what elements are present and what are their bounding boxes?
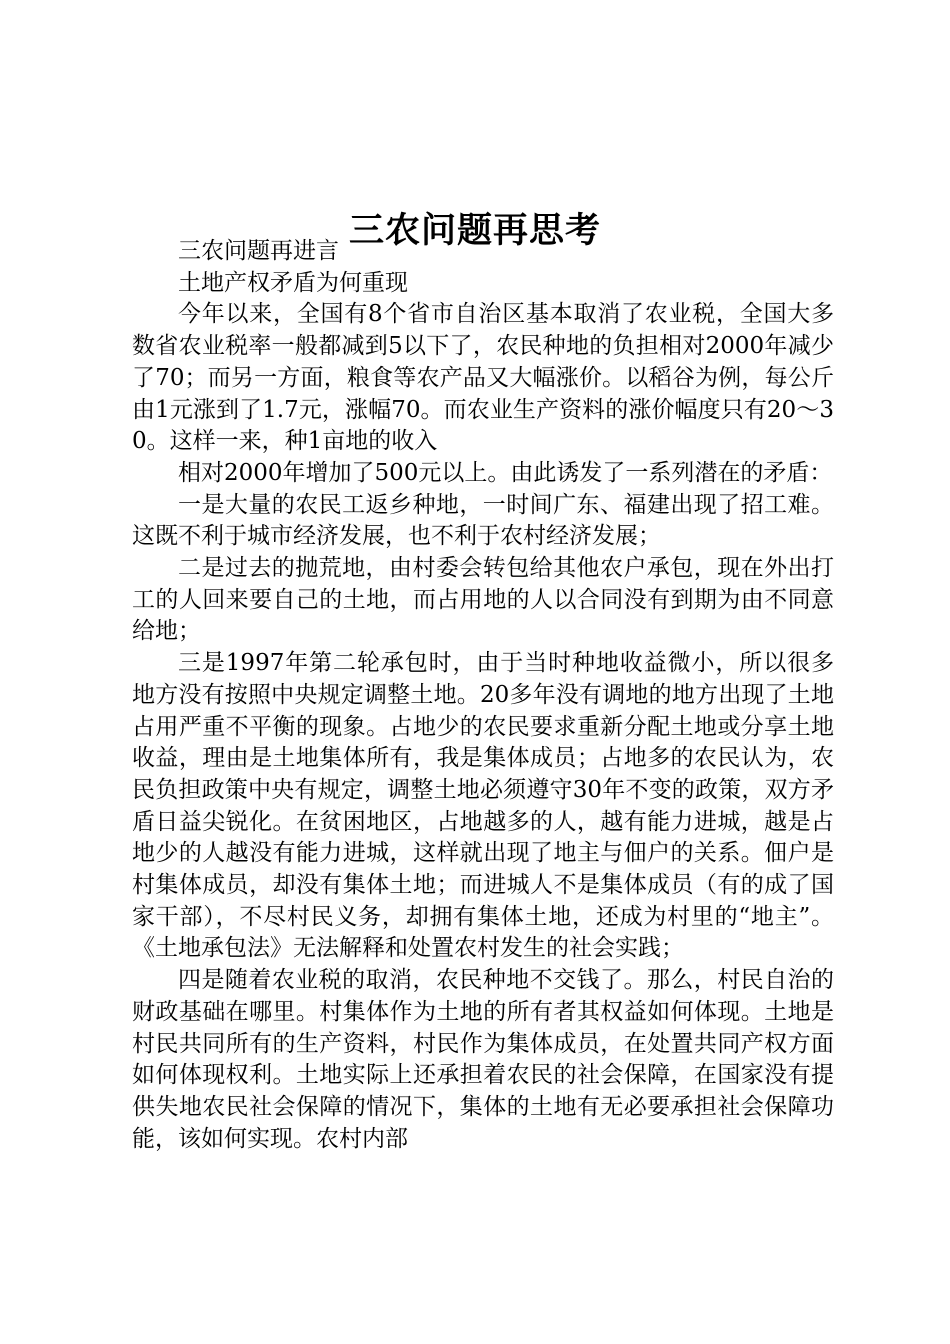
- paragraph-intro-continued: 相对2000年增加了500元以上。由此诱发了一系列潜在的矛盾：: [178, 459, 833, 486]
- paragraph-subtitle: 三农问题再进言: [178, 238, 339, 264]
- paragraph-point-two: 二是过去的抛荒地，由村委会转包给其他农户承包，现在外出打工的人回来要自己的土地，而占用地的人以合同没有到期为由不同意给地；: [132, 555, 834, 645]
- paragraph-point-four: 四是随着农业税的取消，农民种地不交钱了。那么，村民自治的财政基础在哪里。村集体作为土地的所有者其权益如何体现。土地是村民共同所有的生产资料，村民作为集体成员，在处置共同产权方面如何体现权利。土地实际上还承担着农民的社会保障，在国家没有提供失地农民社会保障的情况下，集体的土地有无必要承担社会保障功能，该如何实现。农村内部: [132, 967, 834, 1152]
- document-title: 三农问题再思考: [348, 211, 601, 252]
- paragraph-point-one: 一是大量的农民工返乡种地，一时间广东、福建出现了招工难。这既不利于城市经济发展，也不利于农村经济发展；: [132, 491, 834, 550]
- paragraph-point-three: 三是1997年第二轮承包时，由于当时种地收益微小，所以很多地方没有按照中央规定调整土地。20多年没有调地的地方出现了土地占用严重不平衡的现象。占地少的农民要求重新分配土地或分享土地收益，理由是土地集体所有，我是集体成员；占地多的农民认为，农民负担政策中央有规定，调整土地必须遵守30年不变的政策，双方矛盾日益尖锐化。在贫困地区，占地越多的人，越有能力进城，越是占地少的人越没有能力进城，这样就出现了地主与佃户的关系。佃户是村集体成员，却没有集体土地；而进城人不是集体成员（有的成了国家干部），不尽村民义务，却拥有集体土地，还成为村里的“地主”。《土地承包法》无法解释和处置农村发生的社会实践；: [132, 650, 834, 962]
- document-body: [132, 236, 834, 1155]
- paragraph-intro: 今年以来，全国有8个省市自治区基本取消了农业税，全国大多数省农业税率一般都减到5以下了，农民种地的负担相对2000年减少了70；而另一方面，粮食等农产品又大幅涨价。以稻谷为例，每公斤由1元涨到了1.7元，涨幅70。而农业生产资料的涨价幅度只有20～30。这样一来，种1亩地的收入: [132, 301, 834, 455]
- paragraph-section-heading: 土地产权矛盾为何重现: [178, 269, 408, 296]
